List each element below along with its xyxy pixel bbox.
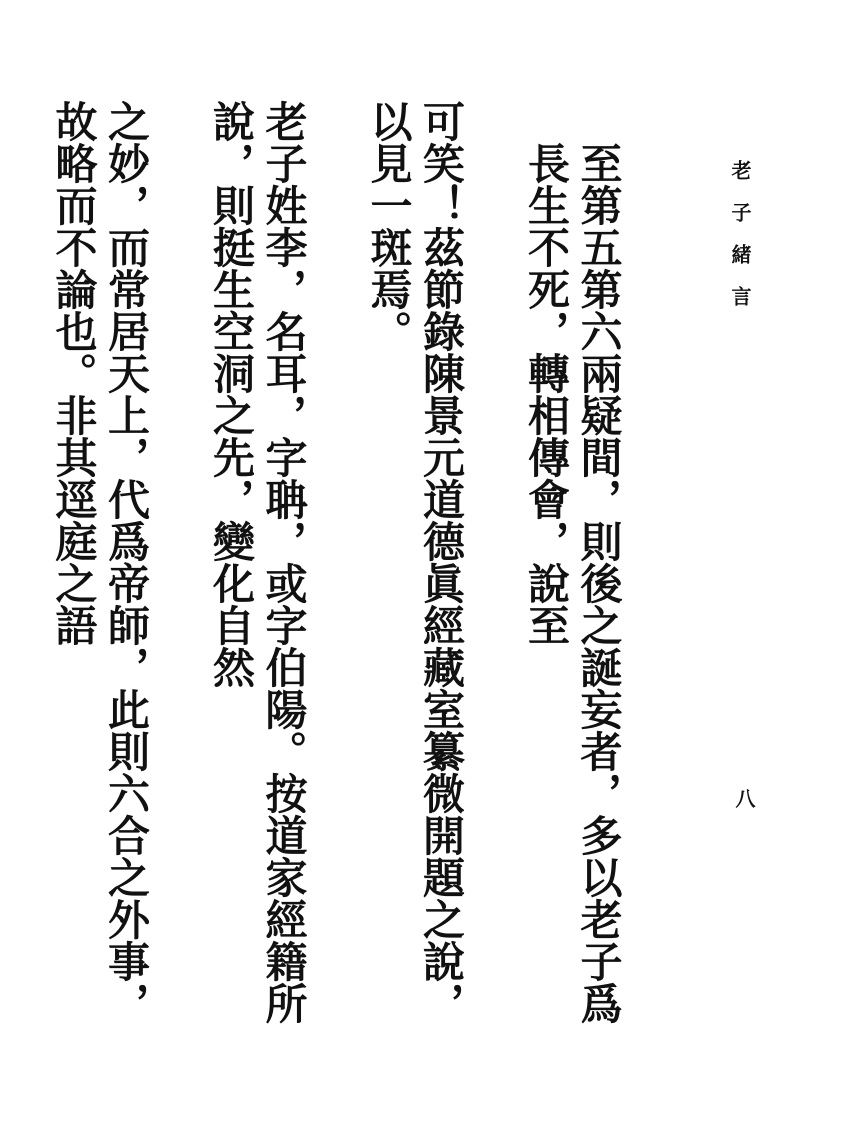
text-column: 之妙，而常居天上，代爲帝師，此則六合之外事，故略而不論也。非其逕庭之語 bbox=[49, 100, 151, 1024]
running-head: 老子緒言 bbox=[728, 160, 752, 328]
text-column: 至第五第六兩疑間，則後之誕妄者，多以老子爲長生不死，轉相傳會，說至 bbox=[522, 142, 624, 1024]
page-number: 八 bbox=[732, 788, 756, 808]
text-column: 老子姓李，名耳，字聃，或字伯陽。按道家經籍所說，則挺生空洞之先，變化自然 bbox=[207, 100, 309, 1024]
body-text bbox=[49, 100, 677, 1060]
text-column: 可笑！茲節錄陳景元道德眞經藏室纂微開題之說，以見一斑焉。 bbox=[364, 100, 466, 1024]
